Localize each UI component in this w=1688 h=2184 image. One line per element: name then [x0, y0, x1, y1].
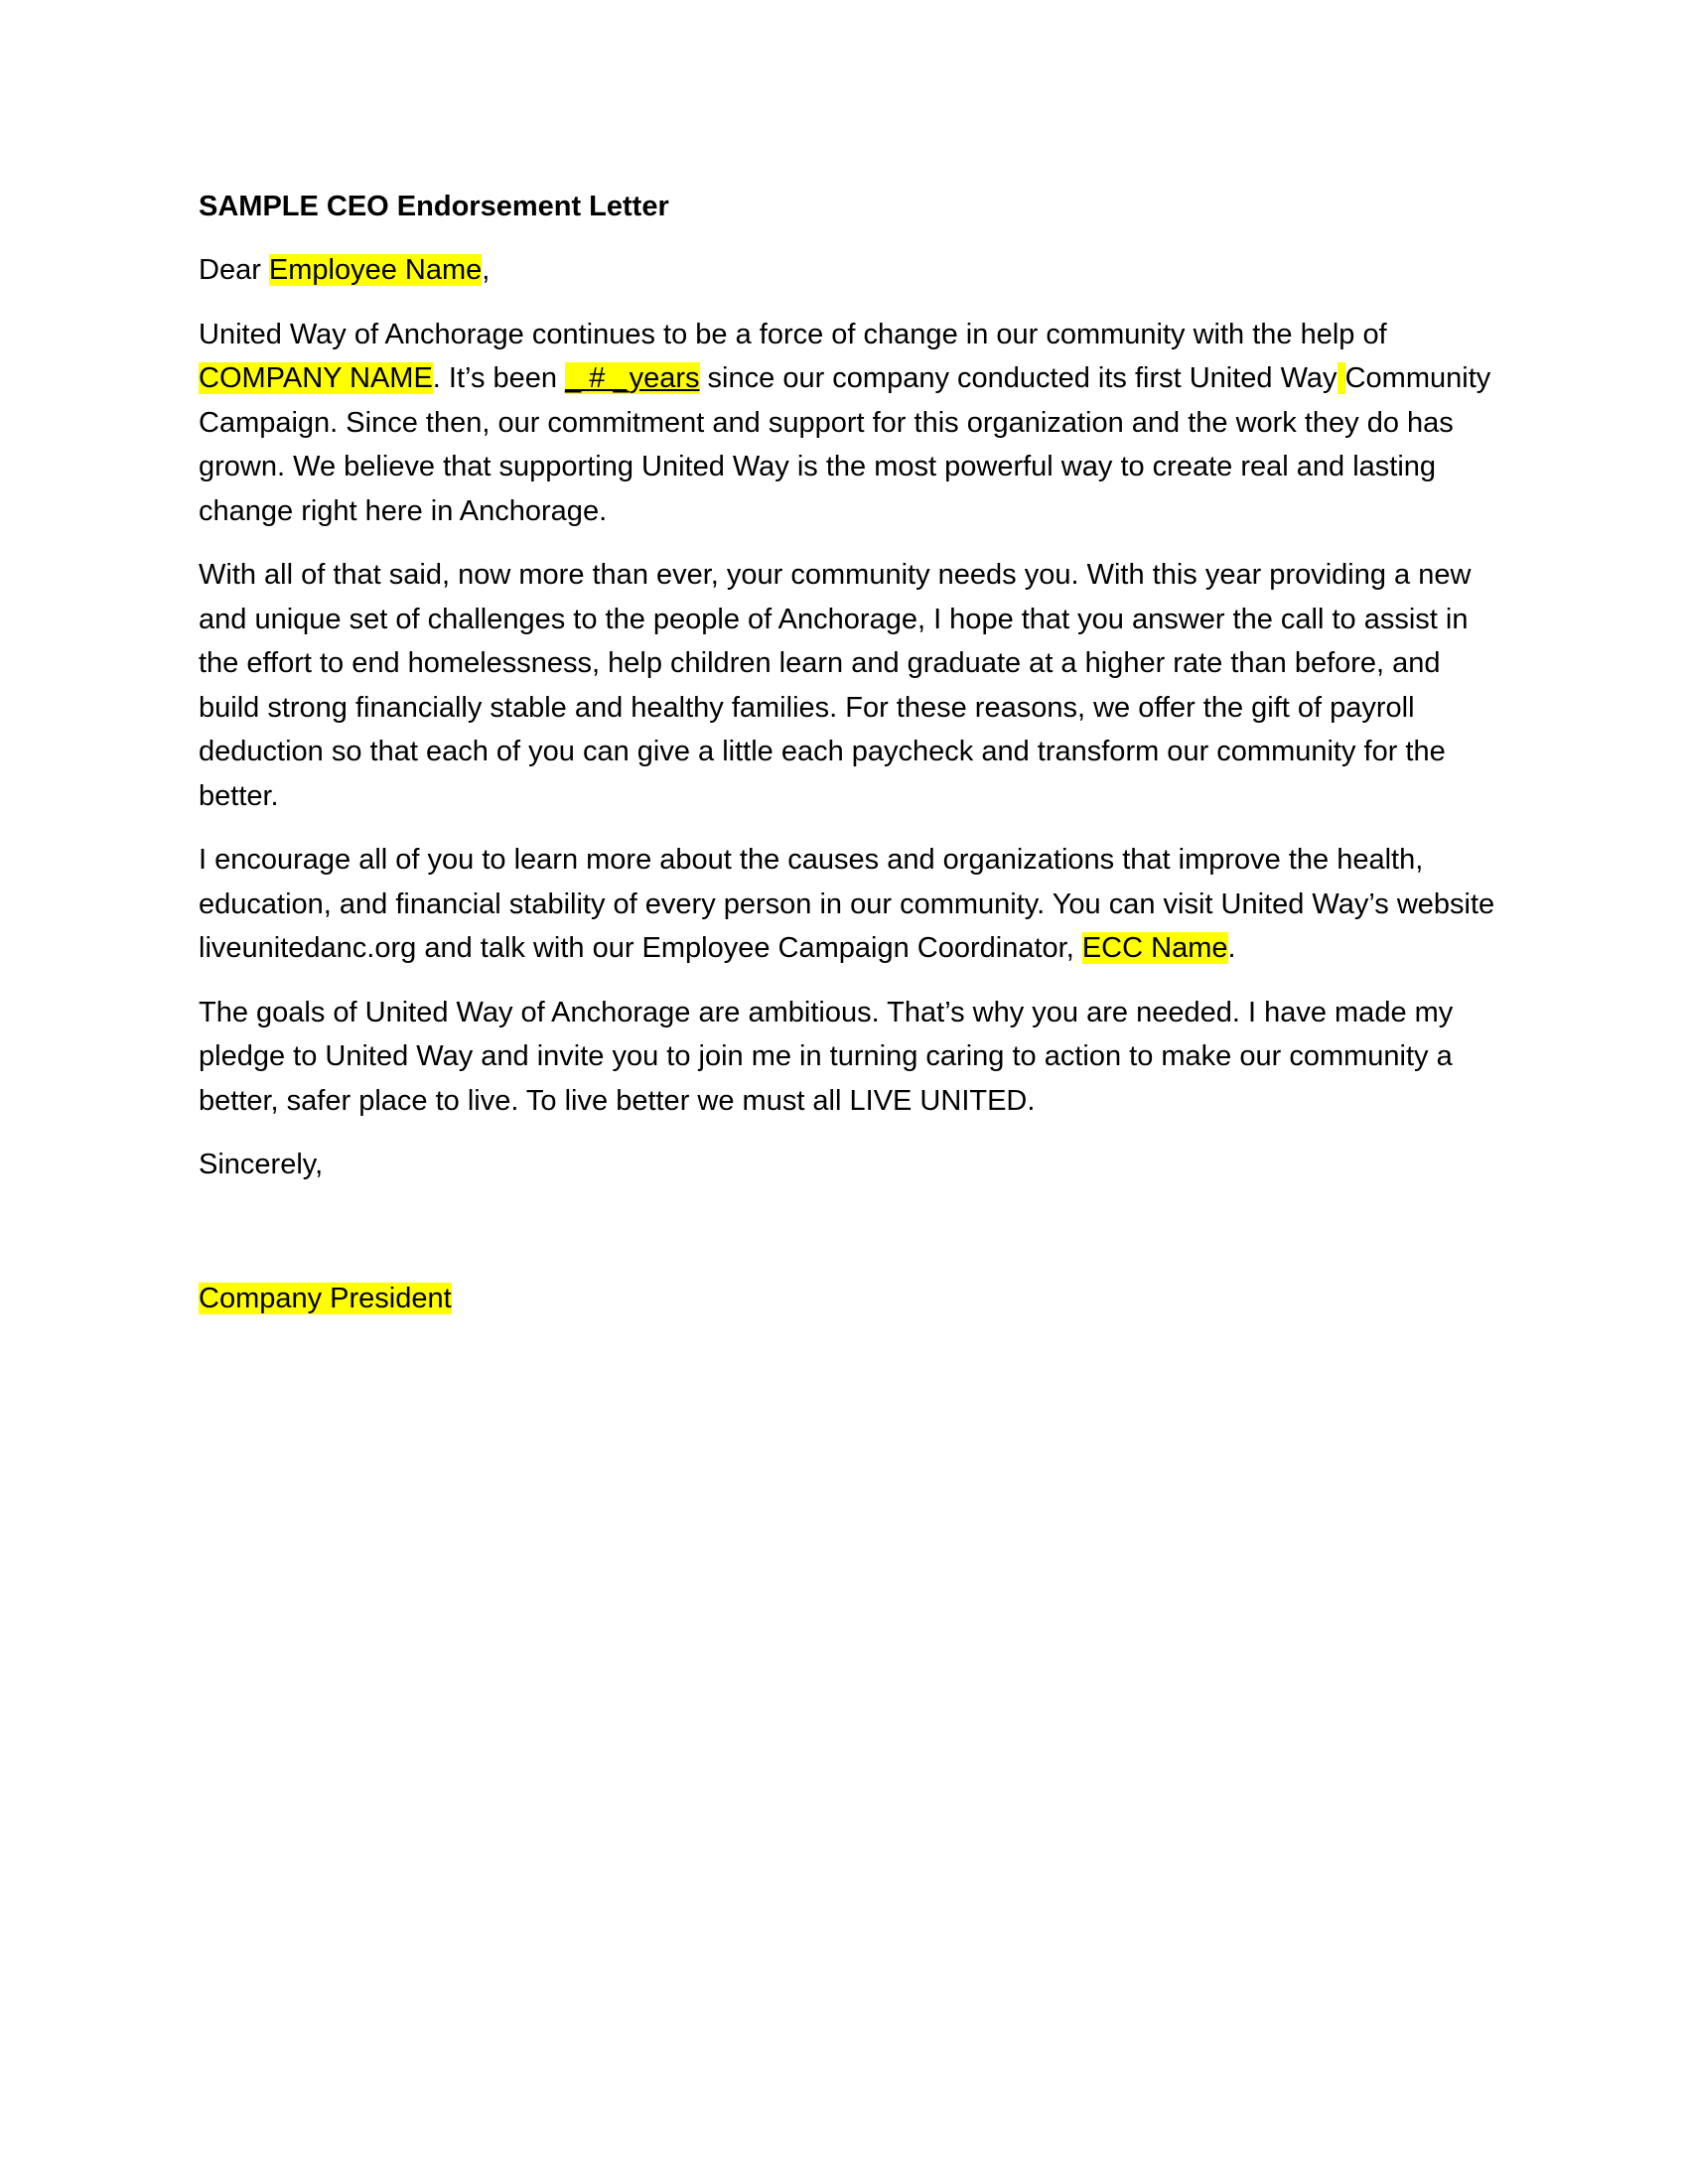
paragraph-1	[199, 313, 1499, 534]
company-president-placeholder: Company President	[199, 1282, 452, 1314]
paragraph-3	[199, 838, 1499, 971]
ecc-name-placeholder: ECC Name	[1081, 932, 1228, 964]
salutation-prefix: Dear	[199, 254, 269, 286]
letter-page	[199, 185, 1499, 1340]
paragraph-3-text-1: I encourage all of you to learn more about the causes and organizations that improve the health, education, and financial stability of every person in our community. You can visit United Way’s website liveunitedanc.org and talk with our Employee Campaign Coordinator,	[199, 844, 1495, 964]
paragraph-3-text-2: .	[1227, 932, 1236, 964]
paragraph-1-trailing-highlight	[1337, 362, 1345, 394]
paragraph-1-text-3: since our company conducted its first United Way	[699, 362, 1337, 394]
paragraph-1-text-4: Community Campaign. Since then, our commitment and support for this organization and the work they do has grown. We believe that supporting United Way is the most powerful way to create real and lasting change right here in Anchorage.	[199, 362, 1491, 527]
signature-line	[199, 1277, 1499, 1321]
paragraph-2: With all of that said, now more than ever, your community needs you. With this year providing a new and unique set of challenges to the people of Anchorage, I hope that you answer the call to assist in the effort to end homelessness, help children learn and graduate at a higher rate than before, and build strong financially stable and healthy families. For these reasons, we offer the gift of payroll deduction so that each of you can give a little each paycheck and transform our community for the better.	[199, 559, 1472, 812]
paragraph-4: The goals of United Way of Anchorage are ambitious. That’s why you are needed. I have made my pledge to United Way and invite you to join me in turning caring to action to make our community a better, safer place to live. To live better we must all LIVE UNITED.	[199, 996, 1454, 1117]
years-placeholder: _ # _years	[565, 362, 700, 394]
salutation-suffix: ,	[482, 254, 491, 286]
paragraph-1-text-1: United Way of Anchorage continues to be a force of change in our community with the help of	[199, 318, 1387, 350]
signature-space	[199, 1207, 1499, 1277]
salutation	[199, 248, 1499, 293]
letter-title: SAMPLE CEO Endorsement Letter	[199, 191, 669, 222]
employee-name-placeholder: Employee Name	[268, 254, 483, 286]
closing: Sincerely,	[199, 1149, 324, 1180]
paragraph-1-text-2: . It’s been	[432, 362, 566, 394]
company-name-placeholder: COMPANY NAME	[199, 362, 433, 394]
